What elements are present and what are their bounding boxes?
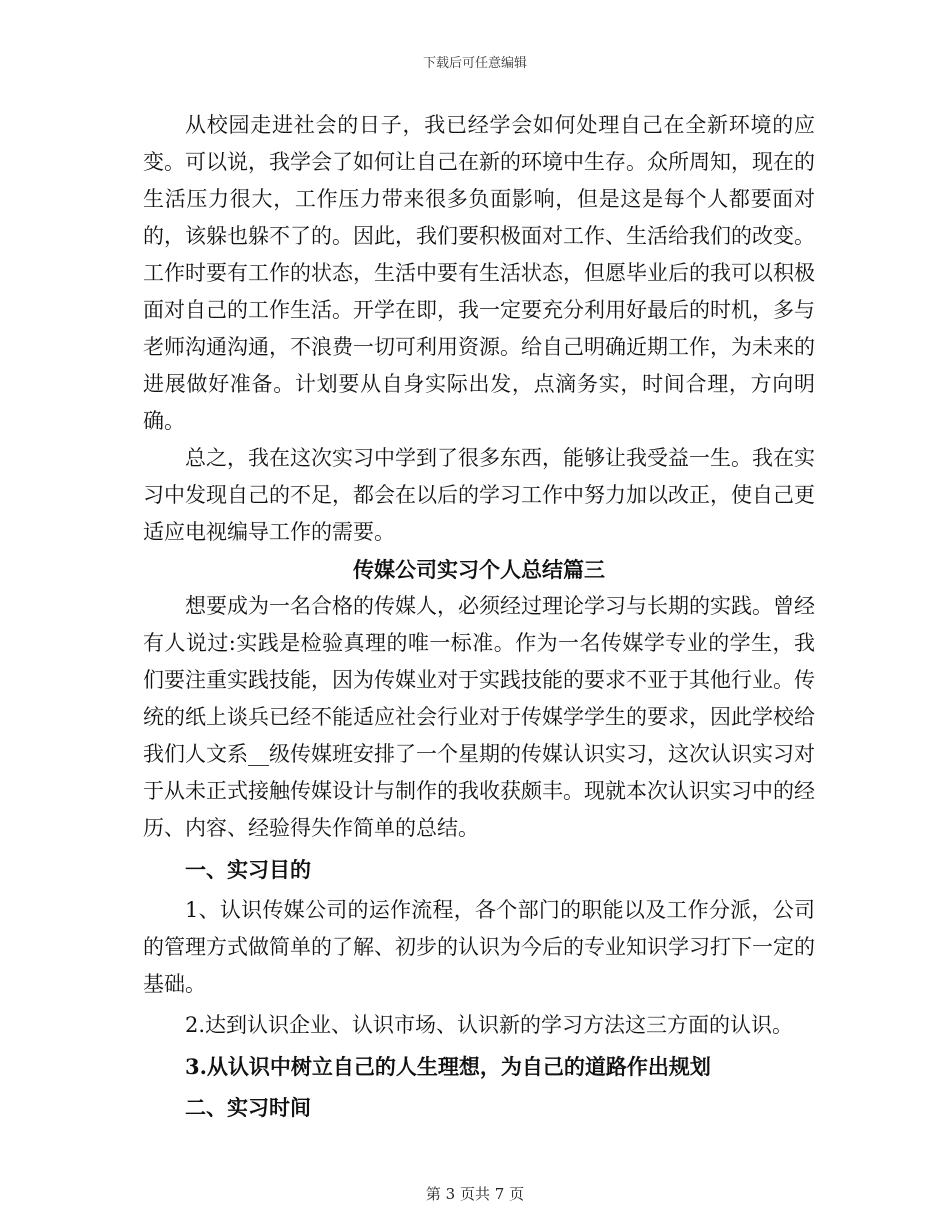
heading-internship-time: 二、实习时间 [185, 1095, 311, 1120]
paragraph-conclusion: 总之，我在这次实习中学到了很多东西，能够让我受益一生。我在实习中发现自己的不足，都会在以后的学习工作中努力加以改正，使自己更适应电视编导工作的需要。 [143, 446, 815, 544]
page-footer: 第 3 页共 7 页 [425, 1185, 525, 1203]
heading-internship-purpose: 一、实习目的 [185, 857, 311, 882]
page-header: 下载后可任意编辑 [422, 56, 527, 71]
section-title: 传媒公司实习个人总结篇三 [353, 557, 605, 582]
paragraph-intro: 想要成为一名合格的传媒人，必须经过理论学习与长期的实践。曾经有人说过:实践是检验真理的唯一标准。作为一名传媒学专业的学生，我们要注重实践技能，因为传媒业对于实践技能的要求不亚于其他行业。传统的纸上谈兵已经不能适应社会行业对于传媒学学生的要求，因此学校给我们人文系__级传媒班安排了一个星期的传媒认识实习，这次认识实习对于从未正式接触传媒设计与制作的我收获颇丰。现就本次认识实习中的经历、内容、经验得失作简单的总结。 [143, 594, 815, 840]
list-item-1: 1、认识传媒公司的运作流程，各个部门的职能以及工作分派，公司的管理方式做简单的了解、初步的认识为今后的专业知识学习打下一定的基础。 [143, 898, 815, 996]
document-body [143, 107, 815, 1126]
paragraph-campus-to-society: 从校园走进社会的日子，我已经学会如何处理自己在全新环境的应变。可以说，我学会了如何让自己在新的环境中生存。众所周知，现在的生活压力很大，工作压力带来很多负面影响，但是这是每个人都要面对的，该躲也躲不了的。因此，我们要积极面对工作、生活给我们的改变。工作时要有工作的状态，生活中要有生活状态，但愿毕业后的我可以积极面对自己的工作生活。开学在即，我一定要充分利用好最后的时机，多与老师沟通沟通，不浪费一切可利用资源。给自己明确近期工作，为未来的进展做好准备。计划要从自身实际出发，点滴务实，时间合理，方向明确。 [143, 113, 815, 433]
list-item-3: 3.从认识中树立自己的人生理想，为自己的道路作出规划 [185, 1054, 711, 1079]
list-item-2: 2.达到认识企业、认识市场、认识新的学习方法这三方面的认识。 [185, 1013, 794, 1037]
